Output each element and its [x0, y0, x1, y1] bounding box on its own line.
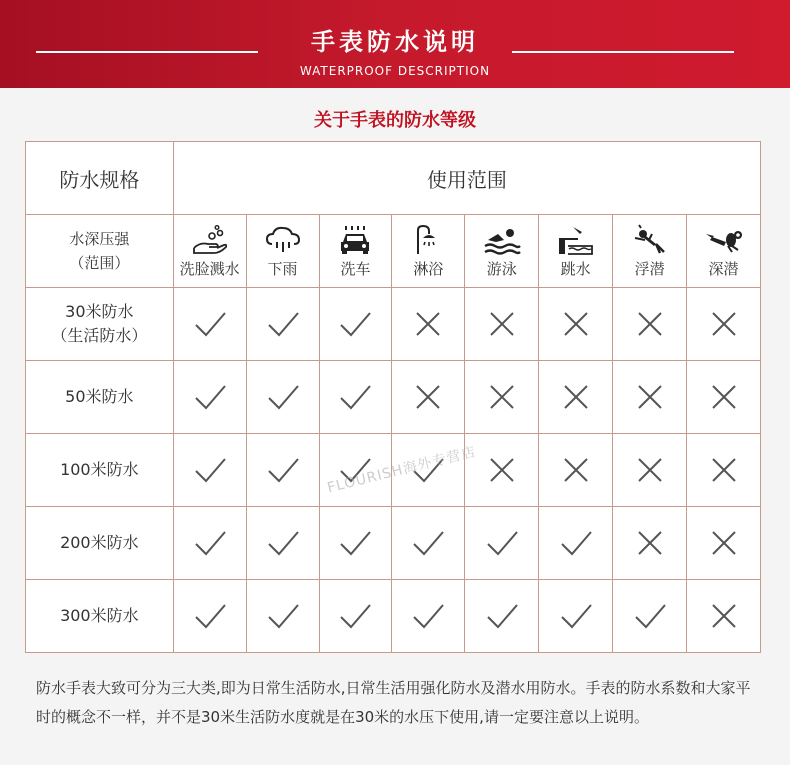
activity-label: 淋浴	[413, 259, 444, 278]
mark-cell	[465, 507, 539, 580]
cross-icon	[558, 379, 594, 415]
mark-cell	[392, 580, 465, 653]
depth-label	[26, 215, 174, 288]
section-title: 关于手表的防水等级	[314, 110, 476, 131]
mark-cell	[613, 434, 687, 507]
mark-cell	[539, 361, 613, 434]
table-row	[26, 507, 761, 580]
check-icon	[265, 598, 301, 634]
shower-icon	[392, 224, 464, 256]
cross-icon	[558, 306, 594, 342]
activity-5	[539, 215, 613, 288]
mark-cell	[392, 361, 465, 434]
rating-label	[26, 434, 174, 507]
rating-label-line1: 50米防水	[65, 387, 134, 406]
spec-header: 防水规格	[26, 142, 174, 215]
activity-6	[613, 215, 687, 288]
mark-cell	[173, 507, 246, 580]
mark-cell	[539, 580, 613, 653]
diving-board-icon	[539, 224, 612, 256]
activity-row	[26, 215, 761, 288]
table-row	[26, 288, 761, 361]
depth-label-line2: （范围）	[69, 254, 130, 272]
mark-cell	[687, 288, 761, 361]
activity-label: 跳水	[560, 259, 591, 278]
table-row	[26, 580, 761, 653]
cross-icon	[706, 452, 742, 488]
cross-icon	[706, 379, 742, 415]
footnote: 防水手表大致可分为三大类,即为日常生活防水,日常生活用强化防水及潜水用防水。手表的防水系数和大家平时的概念不一样，并不是30米生活防水度就是在30米的水压下使用,请一定要注意以上说明。	[36, 679, 751, 726]
activity-label: 洗脸溅水	[179, 259, 240, 278]
hand-wash-icon	[174, 224, 246, 256]
check-icon	[337, 525, 373, 561]
page-subtitle: WATERPROOF DESCRIPTION	[299, 64, 491, 78]
cross-icon	[558, 452, 594, 488]
check-icon	[558, 598, 594, 634]
mark-cell	[687, 507, 761, 580]
cross-icon	[410, 379, 446, 415]
mark-cell	[613, 288, 687, 361]
mark-cell	[319, 580, 392, 653]
mark-cell	[173, 434, 246, 507]
cross-icon	[632, 306, 668, 342]
mark-cell	[173, 288, 246, 361]
mark-cell	[465, 580, 539, 653]
mark-cell	[687, 361, 761, 434]
activity-7	[687, 215, 761, 288]
cross-icon	[484, 379, 520, 415]
mark-cell	[687, 580, 761, 653]
check-icon	[192, 598, 228, 634]
activity-label: 游泳	[486, 259, 517, 278]
activity-4	[465, 215, 539, 288]
mark-cell	[173, 361, 246, 434]
waterproof-table	[25, 141, 761, 653]
rating-label-line2: （生活防水）	[51, 326, 148, 345]
check-icon	[192, 452, 228, 488]
check-icon	[337, 379, 373, 415]
cross-icon	[706, 306, 742, 342]
check-icon	[484, 598, 520, 634]
snorkel-icon	[613, 224, 686, 256]
check-icon	[265, 452, 301, 488]
rain-cloud-icon	[247, 224, 319, 256]
mark-cell	[319, 361, 392, 434]
rating-label	[26, 580, 174, 653]
check-icon	[192, 306, 228, 342]
swimmer-icon	[465, 224, 538, 256]
check-icon	[410, 598, 446, 634]
mark-cell	[319, 288, 392, 361]
mark-cell	[392, 507, 465, 580]
activity-label: 深潜	[708, 259, 739, 278]
rating-label-line1: 100米防水	[60, 460, 139, 479]
header-banner	[0, 0, 790, 88]
watermark: FLOURISH海外专营店	[325, 443, 478, 497]
check-icon	[265, 306, 301, 342]
check-icon	[265, 525, 301, 561]
check-icon	[410, 525, 446, 561]
mark-cell	[539, 288, 613, 361]
rating-label	[26, 361, 174, 434]
check-icon	[632, 598, 668, 634]
check-icon	[337, 306, 373, 342]
cross-icon	[632, 525, 668, 561]
usage-range-header: 使用范围	[173, 142, 760, 215]
mark-cell	[246, 361, 319, 434]
page-title: 手表防水说明	[311, 28, 479, 56]
check-icon	[265, 379, 301, 415]
rating-label	[26, 507, 174, 580]
mark-cell	[613, 580, 687, 653]
mark-cell	[465, 288, 539, 361]
mark-cell	[465, 434, 539, 507]
mark-cell	[319, 507, 392, 580]
rating-label-line1: 300米防水	[60, 606, 139, 625]
activity-0	[173, 215, 246, 288]
mark-cell	[246, 580, 319, 653]
activity-label: 下雨	[267, 259, 298, 278]
rating-label-line1: 30米防水	[65, 302, 134, 321]
check-icon	[192, 525, 228, 561]
mark-cell	[246, 434, 319, 507]
header-row	[26, 142, 761, 215]
mark-cell	[539, 434, 613, 507]
cross-icon	[632, 379, 668, 415]
table-row	[26, 361, 761, 434]
check-icon	[484, 525, 520, 561]
mark-cell	[246, 288, 319, 361]
mark-cell	[613, 361, 687, 434]
mark-cell	[246, 507, 319, 580]
mark-cell	[539, 507, 613, 580]
activity-3	[392, 215, 465, 288]
depth-label-line1: 水深压强	[69, 230, 130, 248]
activity-label: 洗车	[340, 259, 371, 278]
check-icon	[192, 379, 228, 415]
mark-cell	[613, 507, 687, 580]
cross-icon	[706, 525, 742, 561]
scuba-diver-icon	[687, 224, 760, 256]
cross-icon	[484, 452, 520, 488]
cross-icon	[632, 452, 668, 488]
check-icon	[558, 525, 594, 561]
activity-2	[319, 215, 392, 288]
mark-cell	[687, 434, 761, 507]
check-icon	[337, 598, 373, 634]
mark-cell	[173, 580, 246, 653]
rating-label-line1: 200米防水	[60, 533, 139, 552]
cross-icon	[706, 598, 742, 634]
activity-label: 浮潜	[634, 259, 665, 278]
activity-1	[246, 215, 319, 288]
cross-icon	[484, 306, 520, 342]
cross-icon	[410, 306, 446, 342]
rating-label	[26, 288, 174, 361]
mark-cell	[392, 288, 465, 361]
car-wash-icon	[320, 224, 392, 256]
mark-cell	[465, 361, 539, 434]
